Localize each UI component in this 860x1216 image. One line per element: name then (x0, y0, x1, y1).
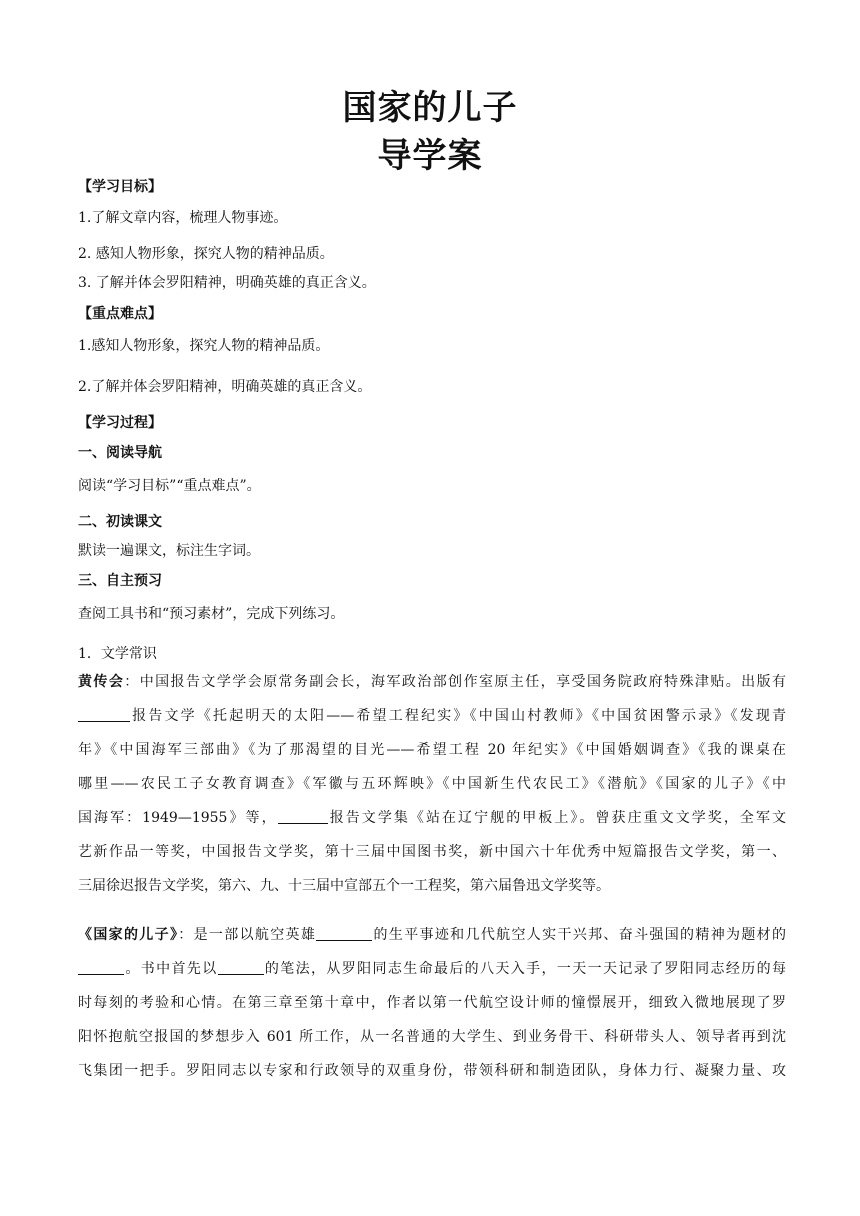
author-line-3: 年》《中国海军三部曲》《为了那渴望的目光——希望工程 20 年纪实》《中国婚姻调查》《我的课桌在 (78, 742, 786, 758)
process-heading: 【学习过程】 (78, 415, 162, 431)
goal-1: 1.了解文章内容，梳理人物事迹。 (78, 210, 288, 226)
key-2: 2.了解并体会罗阳精神，明确英雄的真正含义。 (78, 379, 372, 395)
book-paragraph (78, 918, 786, 1088)
author-label: 黄传会 (78, 674, 125, 690)
goal-2: 2. 感知人物形象，探究人物的精神品质。 (78, 246, 334, 262)
step2-text: 默读一遍课文，标注生字词。 (78, 543, 260, 559)
goal-3: 3. 了解并体会罗阳精神，明确英雄的真正含义。 (78, 275, 376, 291)
item-1-literary: 1．文学常识 (78, 646, 157, 662)
author-line-1: 黄传会：中国报告文学学会原常务副会长，海军政治部创作室原主任，享受国务院政府特殊津贴。出版有 (78, 674, 787, 690)
doc-subtitle: 导学案 (377, 136, 483, 176)
book-line-2: 。书中首先以 的笔法，从罗阳同志生命最后的八天入手，一天一天记录了罗阳同志经历的每 (78, 952, 786, 986)
fill-blank[interactable] (316, 926, 372, 941)
author-line-6: 艺新作品一等奖，中国报告文学奖，第十三届中国图书奖，新中国六十年优秀中短篇报告文学奖，第一、 (78, 844, 786, 860)
book-line-3: 时每刻的考验和心情。在第三章至第十章中，作者以第一代航空设计师的憧憬展开，细致入微地展现了罗 (78, 995, 786, 1011)
book-line-1: 《国家的儿子》：是一部以航空英雄 的生平事迹和几代航空人实干兴邦、奋斗强国的精神为题材的 (78, 927, 787, 943)
step1-text: 阅读“学习目标”“重点难点”。 (78, 478, 261, 494)
author-line-7: 三届徐迟报告文学奖，第六、九、十三届中宣部五个一工程奖，第六届鲁迅文学奖等。 (78, 878, 610, 894)
book-label: 《国家的儿子》 (78, 927, 179, 943)
fill-blank[interactable] (78, 707, 130, 722)
fill-blank[interactable] (218, 960, 264, 975)
key-heading: 【重点难点】 (78, 306, 162, 322)
author-line-4: 哪里——农民工子女教育调查》《军徽与五环辉映》《中国新生代农民工》《潜航》《国家的儿子》《中 (78, 776, 786, 792)
author-line-2: 报告文学《托起明天的太阳——希望工程纪实》《中国山村教师》《中国贫困警示录》《发现青 (78, 699, 786, 733)
book-line-4: 阳怀抱航空报国的梦想步入 601 所工作，从一名普通的大学生、到业务骨干、科研带头人、领导者再到沈 (78, 1029, 786, 1045)
author-line-5: 国海军：1949—1955》等， 报告文学集《站在辽宁舰的甲板上》。曾获庄重文文学奖，全军文 (78, 810, 786, 826)
fill-blank[interactable] (278, 809, 328, 824)
step3-heading: 三、自主预习 (78, 573, 162, 589)
goals-heading: 【学习目标】 (78, 179, 162, 195)
step1-heading: 一、阅读导航 (78, 445, 162, 461)
author-paragraph (78, 665, 786, 903)
book-line-5: 飞集团一把手。罗阳同志以专家和行政领导的双重身份，带领科研和制造团队，身体力行、凝聚力量、攻 (78, 1063, 786, 1079)
doc-title: 国家的儿子 (342, 88, 518, 128)
step3-text: 查阅工具书和“预习素材”，完成下列练习。 (78, 606, 345, 622)
step2-heading: 二、初读课文 (78, 514, 162, 530)
fill-blank[interactable] (78, 960, 124, 975)
key-1: 1.感知人物形象，探究人物的精神品质。 (78, 338, 330, 354)
